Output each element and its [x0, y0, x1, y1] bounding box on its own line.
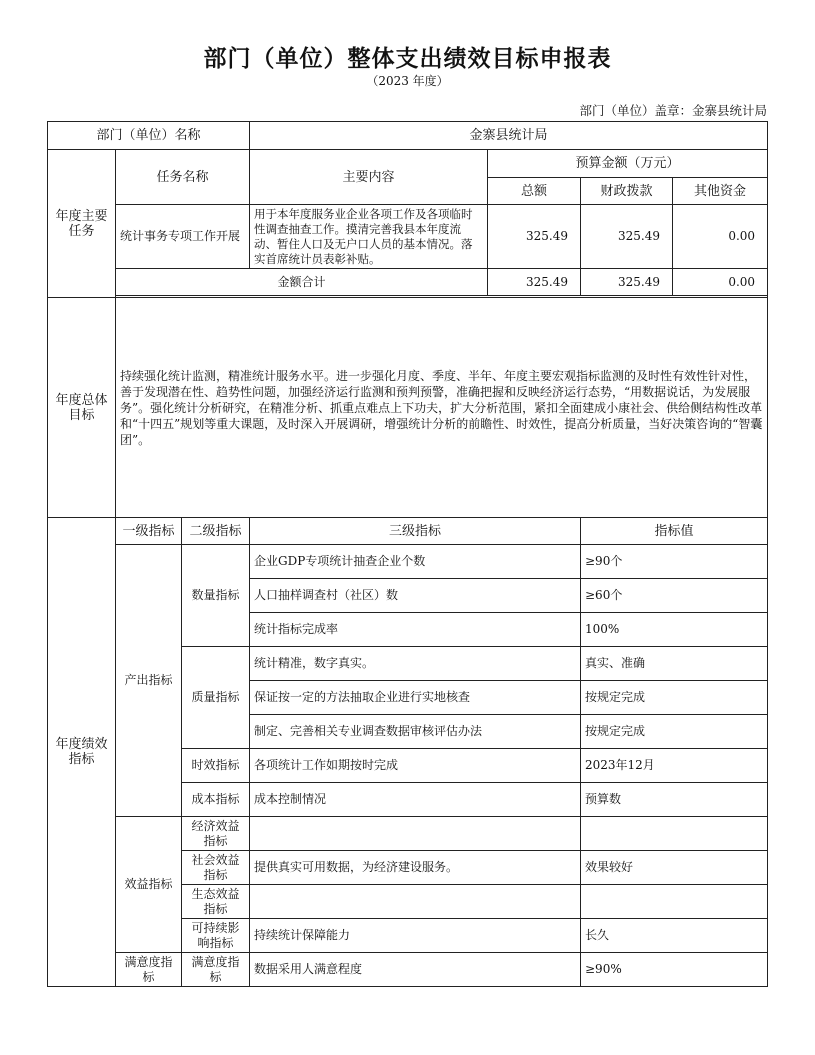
page-title: 部门（单位）整体支出绩效目标申报表 [203, 46, 612, 72]
indicator-name: 持续统计保障能力 [250, 919, 581, 953]
goal-row [48, 298, 768, 518]
budget-header: 预算金额（万元） [488, 150, 768, 178]
indicator-value: 2023年12月 [581, 749, 768, 783]
l3-header: 三级指标 [250, 518, 581, 545]
dept-row [48, 122, 768, 150]
tasks-section-label: 年度主要任务 [48, 150, 116, 298]
l1-header: 一级指标 [116, 518, 182, 545]
budget-total-header: 总额 [488, 178, 581, 205]
task-fiscal: 325.49 [581, 205, 673, 269]
sum-label: 金额合计 [116, 269, 488, 296]
output-label: 产出指标 [116, 545, 182, 817]
quality-label: 质量指标 [182, 647, 250, 749]
budget-other-header: 其他资金 [673, 178, 768, 205]
tasks-header-row [48, 150, 768, 178]
indicator-name: 提供真实可用数据，为经济建设服务。 [250, 851, 581, 885]
indicator-value: ≥90% [581, 953, 768, 987]
task-name-header: 任务名称 [116, 150, 250, 205]
goal-label: 年度总体目标 [48, 298, 116, 518]
indicator-value [581, 885, 768, 919]
report-year: （2023 年度） [366, 74, 449, 88]
sum-total: 325.49 [488, 269, 581, 296]
l2-header: 二级指标 [182, 518, 250, 545]
quantity-label: 数量指标 [182, 545, 250, 647]
task-row [48, 205, 768, 269]
sum-row [48, 269, 768, 296]
task-other: 0.00 [673, 205, 768, 269]
indicator-name: 统计指标完成率 [250, 613, 581, 647]
indicator-value [581, 817, 768, 851]
indicator-name [250, 817, 581, 851]
indicator-value: 按规定完成 [581, 715, 768, 749]
task-total: 325.49 [488, 205, 581, 269]
performance-form-table [47, 121, 768, 987]
task-content: 用于本年度服务业企业各项工作及各项临时性调查抽查工作。摸清完善我县本年度流动、暂住人口及无户口人员的基本情况。落实首席统计员表彰补贴。 [250, 205, 488, 269]
satisfaction-label: 满意度指标 [116, 953, 182, 987]
indicator-value: 真实、准确 [581, 647, 768, 681]
task-name: 统计事务专项工作开展 [116, 205, 250, 269]
table-row [48, 817, 768, 851]
table-row [48, 953, 768, 987]
indicator-name: 企业GDP专项统计抽查企业个数 [250, 545, 581, 579]
perf-label: 年度绩效指标 [48, 518, 116, 987]
indicator-value: 按规定完成 [581, 681, 768, 715]
dept-label: 部门（单位）名称 [48, 122, 250, 150]
indicator-name: 成本控制情况 [250, 783, 581, 817]
satisfaction-sub-label: 满意度指标 [182, 953, 250, 987]
department-stamp: 部门（单位）盖章：金寨县统计局 [579, 103, 767, 118]
indicator-value: ≥90个 [581, 545, 768, 579]
indicator-name: 制定、完善相关专业调查数据审核评估办法 [250, 715, 581, 749]
budget-fiscal-header: 财政拨款 [581, 178, 673, 205]
sum-other: 0.00 [673, 269, 768, 296]
indicator-value: 100% [581, 613, 768, 647]
indicator-name: 人口抽样调查村（社区）数 [250, 579, 581, 613]
indicator-value: 预算数 [581, 783, 768, 817]
sustainable-label: 可持续影响指标 [182, 919, 250, 953]
goal-text: 持续强化统计监测，精准统计服务水平。进一步强化月度、季度、半年、年度主要宏观指标监测的及时性有效性针对性，善于发现潜在性、趋势性问题，加强经济运行监测和预判预警，准确把握和反映经济运行态势，“用数据说话，为发展服务”。强化统计分析研究，在精准分析、抓重点难点上下功夫，扩大分析范围，紧扣全面建成小康社会、供给侧结构性改革和“十四五”规划等重大课题，及时深入开展调研，增强统计分析的前瞻性、时效性，提高分析质量，当好决策咨询的“智囊团”。 [116, 298, 768, 518]
indicator-name: 各项统计工作如期按时完成 [250, 749, 581, 783]
indicator-value: 长久 [581, 919, 768, 953]
social-label: 社会效益指标 [182, 851, 250, 885]
indicator-value: ≥60个 [581, 579, 768, 613]
value-header: 指标值 [581, 518, 768, 545]
cost-label: 成本指标 [182, 783, 250, 817]
indicator-name: 保证按一定的方法抽取企业进行实地核查 [250, 681, 581, 715]
time-label: 时效指标 [182, 749, 250, 783]
perf-header-row [48, 518, 768, 545]
indicator-name [250, 885, 581, 919]
ecological-label: 生态效益指标 [182, 885, 250, 919]
indicator-value: 效果较好 [581, 851, 768, 885]
task-content-header: 主要内容 [250, 150, 488, 205]
sum-fiscal: 325.49 [581, 269, 673, 296]
table-row [48, 545, 768, 579]
indicator-name: 统计精准，数字真实。 [250, 647, 581, 681]
dept-value: 金寨县统计局 [250, 122, 768, 150]
indicator-name: 数据采用人满意程度 [250, 953, 581, 987]
benefit-label: 效益指标 [116, 817, 182, 953]
economic-label: 经济效益指标 [182, 817, 250, 851]
